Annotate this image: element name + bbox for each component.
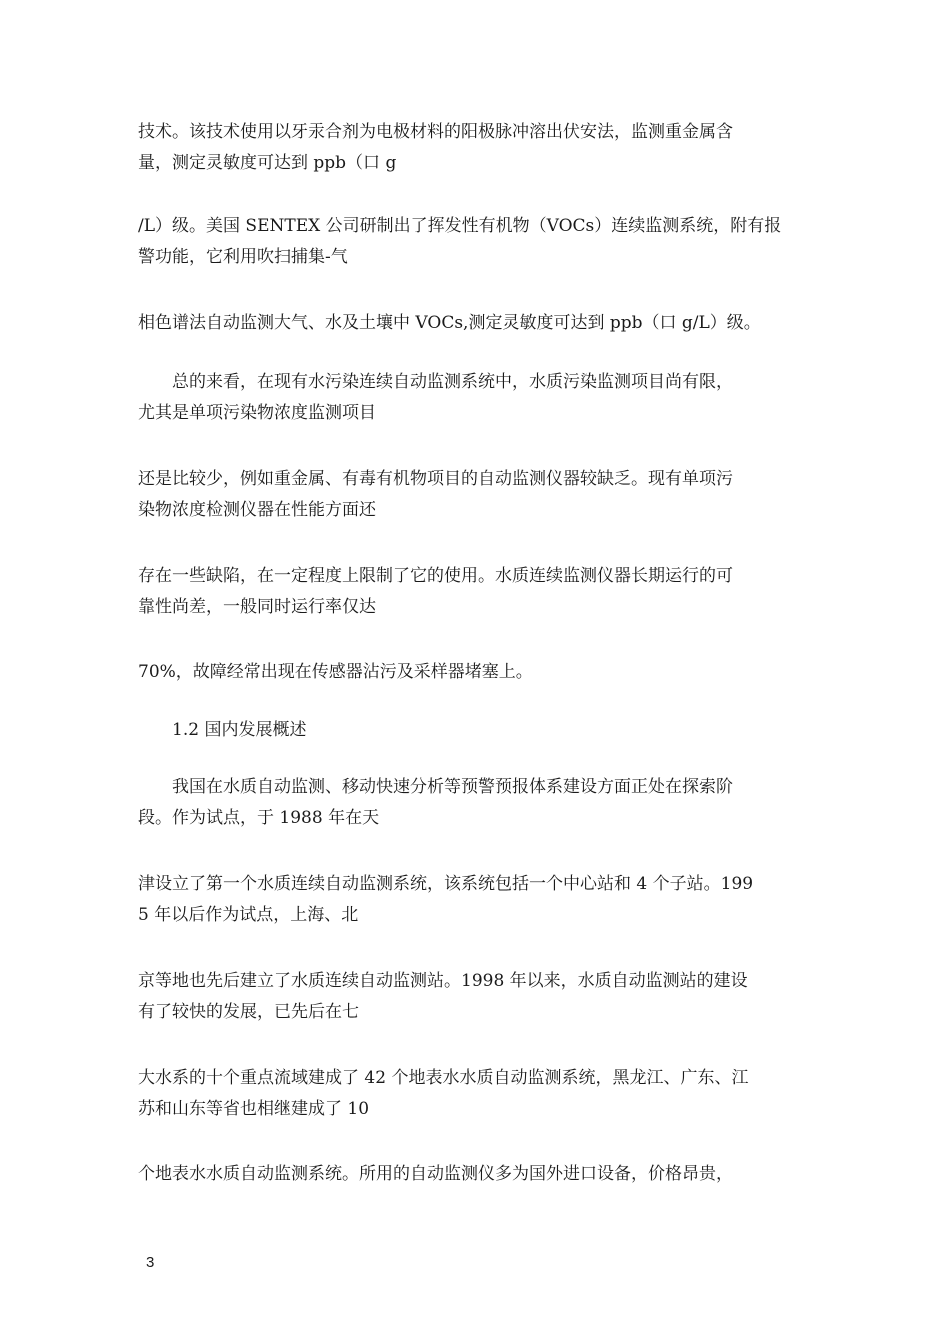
text-line: 苏和山东等省也相继建成了 10 (138, 1099, 370, 1119)
section-heading (138, 715, 828, 746)
text-line: 技术。该技术使用以牙汞合剂为电极材料的阳极脉冲溶出伏安法，监测重金属含 (138, 122, 733, 142)
paragraph-8 (138, 772, 828, 834)
text-line: 警功能，它利用吹扫捕集-气 (138, 247, 348, 267)
text-line: 大水系的十个重点流域建成了 42 个地表水水质自动监测系统，黑龙江、广东、江 (138, 1068, 749, 1088)
text-line: 京等地也先后建立了水质连续自动监测站。1998 年以来，水质自动监测站的建设 (138, 971, 748, 991)
paragraph-2 (138, 211, 828, 273)
paragraph-6 (138, 561, 828, 623)
text-line: 尤其是单项污染物浓度监测项目 (138, 403, 376, 423)
text-line: 有了较快的发展，已先后在七 (138, 1002, 359, 1022)
text-line: 染物浓度检测仪器在性能方面还 (138, 500, 376, 520)
text-line: 量，测定灵敏度可达到 ppb（口 g (138, 153, 397, 173)
text-line: 津设立了第一个水质连续自动监测系统，该系统包括一个中心站和 4 个子站。199 (138, 874, 754, 894)
text-line: 还是比较少，例如重金属、有毒有机物项目的自动监测仪器较缺乏。现有单项污 (138, 469, 733, 489)
page-number: 3 (146, 1254, 155, 1271)
paragraph-12 (138, 1159, 828, 1190)
text-line: 70%，故障经常出现在传感器沾污及采样器堵塞上。 (138, 662, 533, 682)
paragraph-11 (138, 1063, 828, 1125)
text-line: 存在一些缺陷，在一定程度上限制了它的使用。水质连续监测仪器长期运行的可 (138, 566, 733, 586)
text-line: 相色谱法自动监测大气、水及土壤中 VOCs,测定灵敏度可达到 ppb（口 g/L）级。 (138, 313, 761, 333)
paragraph-9 (138, 869, 828, 931)
section-title: 1.2 国内发展概述 (138, 720, 307, 740)
text-line: 段。作为试点，于 1988 年在天 (138, 808, 380, 828)
text-line: 5 年以后作为试点，上海、北 (138, 905, 359, 925)
text-line: 个地表水水质自动监测系统。所用的自动监测仪多为国外进口设备，价格昂贵， (138, 1164, 733, 1184)
paragraph-7 (138, 657, 828, 688)
text-line: /L）级。美国 SENTEX 公司研制出了挥发性有机物（VOCs）连续监测系统，附有报 (138, 216, 782, 236)
text-line: 我国在水质自动监测、移动快速分析等预警预报体系建设方面正处在探索阶 (138, 777, 733, 797)
paragraph-10 (138, 966, 828, 1028)
text-line: 靠性尚差，一般同时运行率仅达 (138, 597, 376, 617)
text-line: 总的来看，在现有水污染连续自动监测系统中，水质污染监测项目尚有限， (138, 372, 733, 392)
paragraph-5 (138, 464, 828, 526)
paragraph-1 (138, 117, 828, 179)
paragraph-3 (138, 308, 828, 339)
paragraph-4 (138, 367, 828, 429)
